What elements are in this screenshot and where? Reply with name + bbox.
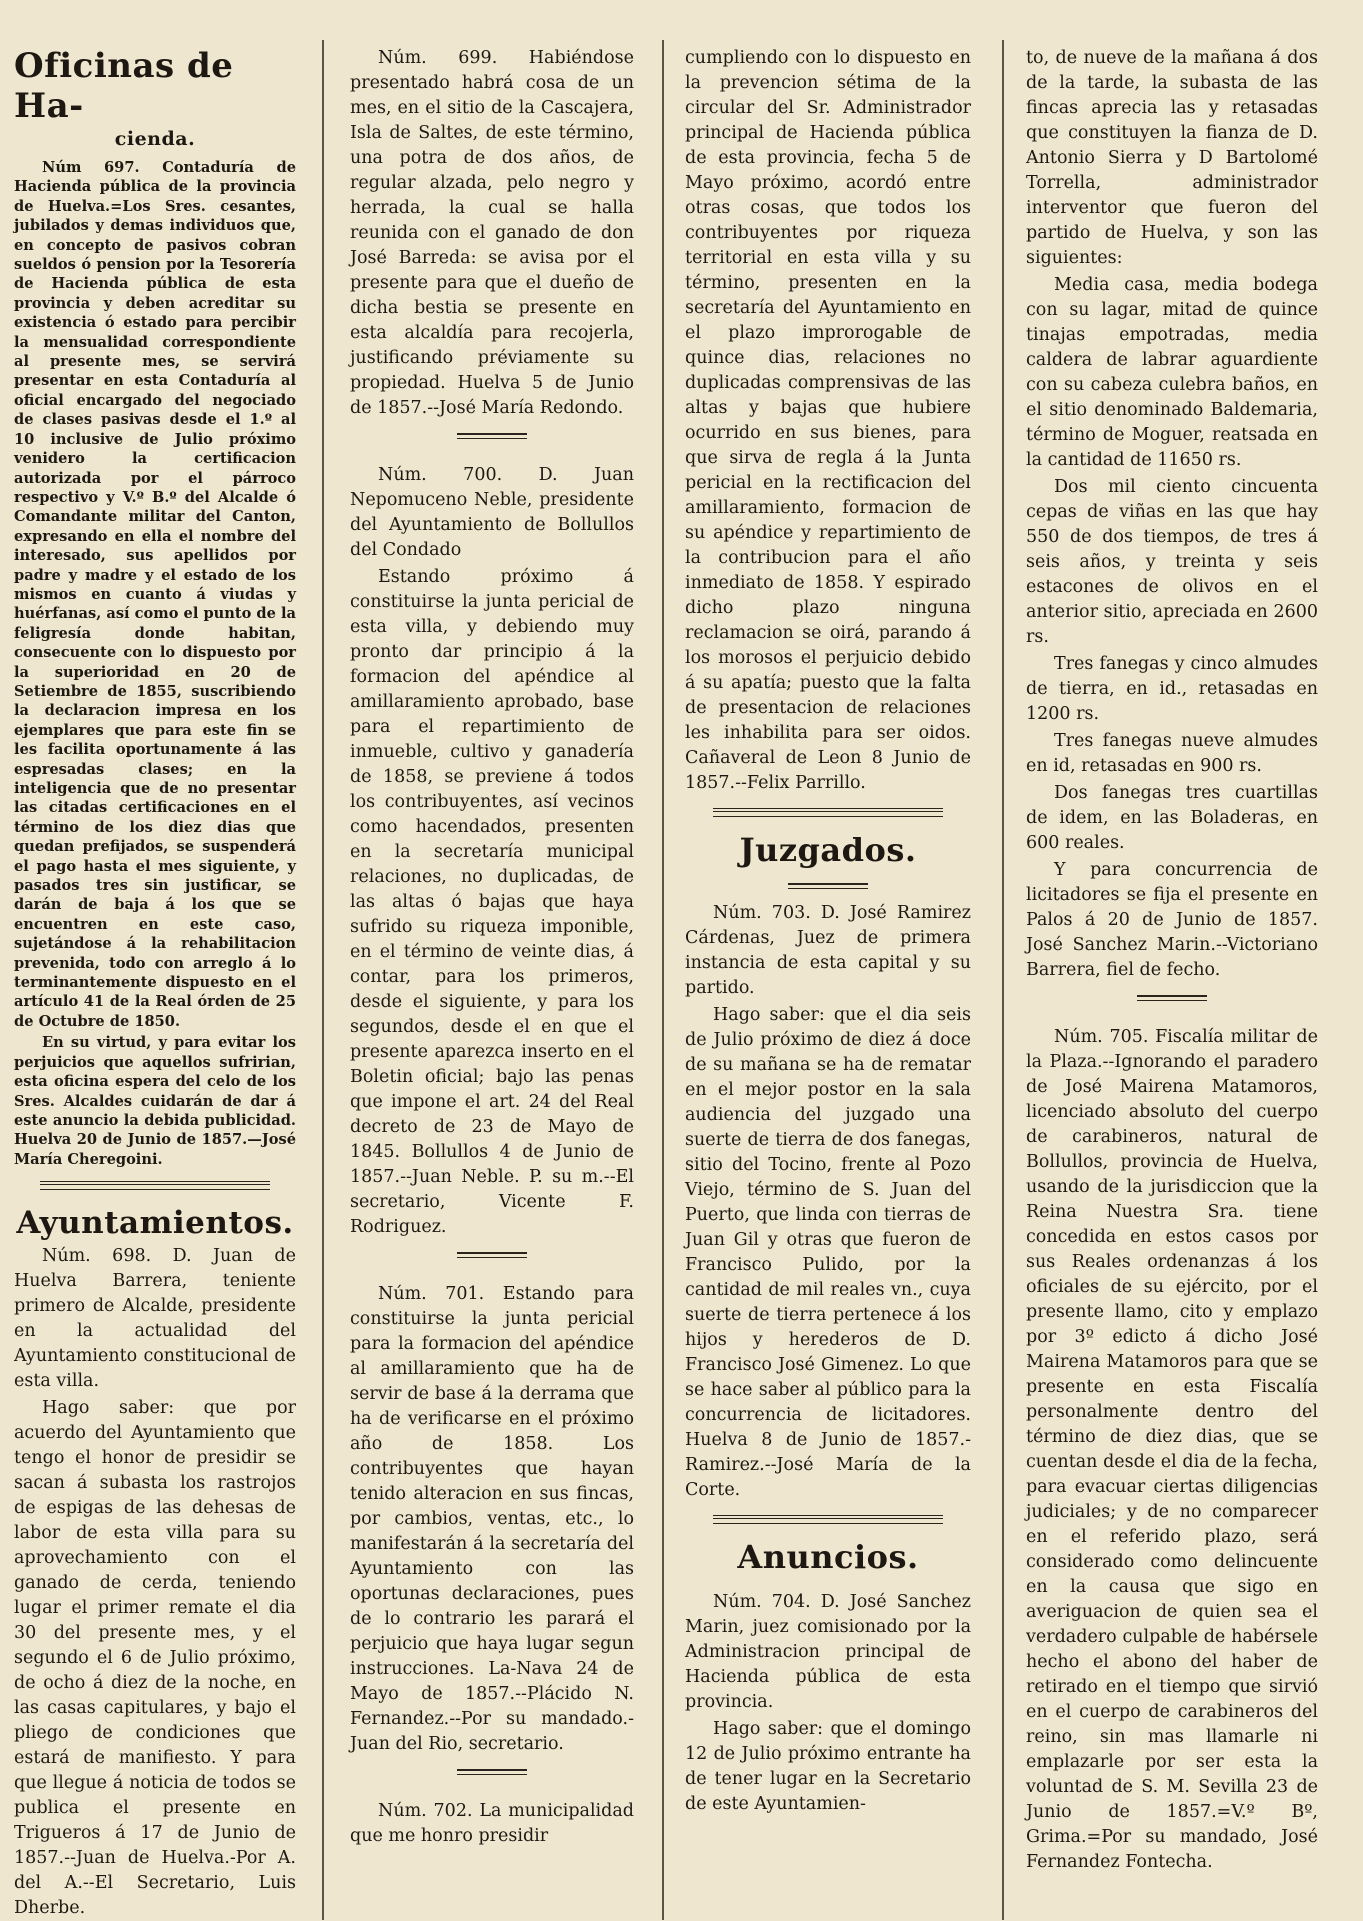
column-2 xyxy=(350,46,634,1906)
notice-703-body: Hago saber: que el dia seis de Julio próximo de diez á doce de su mañana se ha de rematar en el mejor postor en la sala audiencia del juzgado una suerte de tierra de dos fanegas, sitio del Tocino, frente al Pozo Viejo, término de S. Juan del Puerto, que linda con tierras de Juan Gil y otras que fueron de Francisco Pulido, por la cantidad de mil reales vn., cuya suerte de tierra pertenece á los hijos y herederos de D. Francisco José Gimenez. Lo que se hace saber al público para la concurrencia de licitadores. Huelva 8 de Junio de 1857.- Ramirez.--José María de la Corte. xyxy=(685,1005,971,1500)
notice-703: Núm. 703. D. José Ramirez Cárdenas, Juez de primera instancia de esta capital y su partido. xyxy=(685,903,971,998)
section-divider xyxy=(713,808,943,817)
notice-705: Núm. 705. Fiscalía militar de la Plaza.--Ignorando el paradero de José Mairena Matamoros, licenciado absoluto del cuerpo de carabineros, natural de Bollullos, provincia de Huelva, usando de la jurisdiccion que la Reina Nuestra Sra. tiene concedida en estos casos por sus Reales ordenanzas á los oficiales de su ejército, por el presente llamo, cito y emplazo por 3º edicto á dicho José Mairena Matamoros para que se presente en esta Fiscalía personalmente dentro del término de diez dias, que se cuentan desde el dia de la fecha, para evacuar ciertas diligencias judiciales; y de no comparecer en el referido plazo, será considerado como delincuente en la causa que sigo en averiguacion de quien sea el verdadero culpable de habérsele hecho el abono del haber de retirado en el tiempo que sirvió en el cuerpo de carabineros del reino, sin mas llamarle ni emplazarle por ser esta la voluntad de S. M. Sevilla 23 de Junio de 1857.=V.º Bº, Grima.=Por su mandado, José Fernandez Fontecha. xyxy=(1026,1027,1318,1872)
notice-divider xyxy=(1137,995,1207,1001)
notice-704-cont: to, de nueve de la mañana á dos de la tarde, la subasta de las fincas aprecia las y retasadas que constituyen la fianza de D. Antonio Sierra y D Bartolomé Torrella, administrador interventor que fueron del partido de Huelva, y son las siguientes: xyxy=(1026,48,1318,268)
column-rule xyxy=(1002,40,1004,1920)
auction-item-2: Dos mil ciento cincuenta cepas de viñas en las que hay 550 de dos tiempos, de tres á seis años, y treinta y seis estacones de olivos en el anterior sitio, apreciada en 2600 rs. xyxy=(1026,477,1318,647)
column-3 xyxy=(685,46,971,1906)
column-4 xyxy=(1026,46,1318,1906)
notice-704: Núm. 704. D. José Sanchez Marin, juez comisionado por la Administracion principal de Hacienda pública de esta provincia. xyxy=(685,1592,971,1712)
notice-divider xyxy=(457,1252,527,1258)
auction-closing: Y para concurrencia de licitadores se fija el presente en Palos á 20 de Junio de 1857. José Sanchez Marin.--Victoriano Barrera, fiel de fecho. xyxy=(1026,860,1318,980)
notice-699: Núm. 699. Habiéndose presentado habrá cosa de un mes, en el sitio de la Cascajera, Isla de Saltes, de este término, una potra de dos años, de regular alzada, pelo negro y herrada, la cual se halla reunida con el ganado de don José Barreda: se avisa por el presente para que el dueño de dicha bestia se presente en esta alcaldía para recojerla, justificando préviamente su propiedad. Huelva 5 de Junio de 1857.--José María Redondo. xyxy=(350,48,634,418)
notice-698: Núm. 698. D. Juan de Huelva Barrera, teniente primero de Alcalde, presidente en la actualidad del Ayuntamiento constitucional de esta villa. xyxy=(14,1246,296,1392)
section-title-juzgados: Juzgados. xyxy=(739,831,917,869)
notice-702: Núm. 702. La municipalidad que me honro presidir xyxy=(350,1801,634,1846)
auction-item-5: Dos fanegas tres cuartillas de idem, en las Boladeras, en 600 reales. xyxy=(1026,783,1318,853)
section-divider xyxy=(713,1515,943,1524)
notice-697-cont: En su virtud, y para evitar los perjuicios que aquellos sufririan, esta oficina espera del celo de los Sres. Alcaldes cuidarán de dar á este anuncio la debida publicidad. Huelva 20 de Junio de 1857.—José María Cheregoini. xyxy=(14,1034,296,1168)
auction-item-3: Tres fanegas y cinco almudes de tierra, en id., retasadas en 1200 rs. xyxy=(1026,654,1318,724)
column-1 xyxy=(14,46,297,1919)
title-underline xyxy=(788,883,868,889)
notice-700: Núm. 700. D. Juan Nepomuceno Neble, presidente del Ayuntamiento de Bollullos del Condado xyxy=(350,465,634,560)
notice-698-body: Hago saber: que por acuerdo del Ayuntamiento que tengo el honor de presidir se sacan á subasta los rastrojos de espigas de las dehesas de labor de esta villa para su aprovechamiento con el ganado de cerda, teniendo lugar el primer remate el dia 30 del presente mes, y el segundo el 6 de Julio próximo, de ocho á diez de la noche, en las casas capitulares, y bajo el pliego de condiciones que estará de manifiesto. Y para que llegue á noticia de todos se publica el presente en Trigueros á 17 de Junio de 1857.--Juan de Huelva.-Por A. del A.--El Secretario, Luis Dherbe. xyxy=(14,1398,296,1919)
section-title-oficinas: Oficinas de Ha- xyxy=(14,46,234,126)
section-title-anuncios: Anuncios. xyxy=(737,1538,919,1576)
notice-701: Núm. 701. Estando para constituirse la junta pericial para la formacion del apéndice al amillaramiento que ha de servir de base á la derrama que ha de verificarse en el próximo año de 1858. Los contribuyentes que hayan tenido alteracion en sus fincas, por cambios, ventas, etc., lo manifestarán á la secretaría del Ayuntamiento con las oportunas declaraciones, pues de lo contrario les parará el perjuicio que haya lugar segun instrucciones. La-Nava 24 de Mayo de 1857.--Plácido N. Fernandez.--Por su mandado.-Juan del Rio, secretario. xyxy=(350,1284,634,1754)
notice-divider xyxy=(457,433,527,439)
notice-704-body: Hago saber: que el domingo 12 de Julio próximo entrante ha de tener lugar en la Secretario de este Ayuntamien- xyxy=(685,1719,971,1814)
auction-item-4: Tres fanegas nueve almudes en id, retasadas en 900 rs. xyxy=(1026,731,1318,776)
section-divider xyxy=(40,1181,270,1190)
notice-702-cont: cumpliendo con lo dispuesto en la prevencion sétima de la circular del Sr. Administrador principal de Hacienda pública de esta provincia, fecha 5 de Mayo próximo, acordó entre otras cosas, que todos los contribuyentes por riqueza territorial en esta villa y su término, presenten en la secretaría del Ayuntamiento en el plazo improrogable de quince dias, relaciones no duplicadas comprensivas de las altas y bajas que hubiere ocurrido en sus bienes, para que sirva de regla á la Junta pericial en la rectificacion del amillaramiento, formacion de su apéndice y repartimiento de la contribucion para el año inmediato de 1858. Y espirado dicho plazo ninguna reclamacion se oirá, parando á los morosos el perjuicio debido á su apatía; puesto que la falta de presentacion de relaciones les inhabilita para ser oidos. Cañaveral de Leon 8 Junio de 1857.--Felix Parrillo. xyxy=(685,48,971,793)
column-rule xyxy=(322,40,324,1920)
column-rule xyxy=(662,40,664,1920)
section-title-ayuntamientos: Ayuntamientos. xyxy=(16,1205,294,1242)
notice-697: Núm 697. Contaduría de Hacienda pública de la provincia de Huelva.=Los Sres. cesantes, jubilados y demas individuos que, en concepto de pasivos cobran sueldos ó pension por la Tesorería de Hacienda pública de esta provincia y deben acreditar su existencia ó estado para percibir la mensualidad correspondiente al presente mes, se servirá presentar en esta Contaduría al oficial encargado del negociado de clases pasivas desde el 1.º al 10 inclusive de Julio próximo venidero la certificacion autorizada por el párroco respectivo y V.º B.º del Alcalde ó Comandante militar del Canton, expresando en ella el nombre del interesado, sus apellidos por padre y madre y el estado de los mismos en cuanto á viudas y huérfanas, así como el punto de la feligresía donde habitan, consecuente con lo dispuesto por la superioridad en 20 de Setiembre de 1855, suscribiendo la declaracion impresa en los ejemplares que para este fin se les facilita oportunamente á las espresadas clases; en la inteligencia que de no presentar las citadas certificaciones en el término de los diez dias que quedan prefijados, se suspenderá el pago hasta el mes siguiente, y pasados tres sin justificar, se darán de baja á los que se encuentren en este caso, sujetándose á la rehabilitacion prevenida, todo con arreglo á lo terminantemente dispuesto en el artículo 41 de la Real órden de 25 de Octubre de 1850. xyxy=(14,159,297,1030)
auction-item-1: Media casa, media bodega con su lagar, mitad de quince tinajas empotradas, media caldera de labrar aguardiente con su cabeza culebra baños, en el sitio denominado Baldemaria, término de Moguer, reatsada en la cantidad de 11650 rs. xyxy=(1026,275,1318,470)
notice-700-body: Estando próximo á constituirse la junta pericial de esta villa, y debiendo muy pronto dar principio á la formacion del apéndice al amillaramiento aprobado, base para el repartimiento de inmueble, cultivo y ganadería de 1858, se previene á todos los contribuyentes, así vecinos como hacendados, presenten en la secretaría municipal relaciones, no duplicadas, de las altas ó bajas que haya sufrido su riqueza imponible, en el término de veinte dias, á contar, para los primeros, desde el siguiente, y para los segundos, desde el en que el presente aparezca inserto en el Boletin oficial; bajo las penas que impone el art. 24 del Real decreto de 23 de Mayo de 1845. Bollullos 4 de Junio de 1857.--Juan Neble. P. su m.--El secretario, Vicente F. Rodriguez. xyxy=(350,567,634,1237)
notice-divider xyxy=(457,1769,527,1775)
section-title-oficinas-cont: cienda. xyxy=(114,128,196,150)
